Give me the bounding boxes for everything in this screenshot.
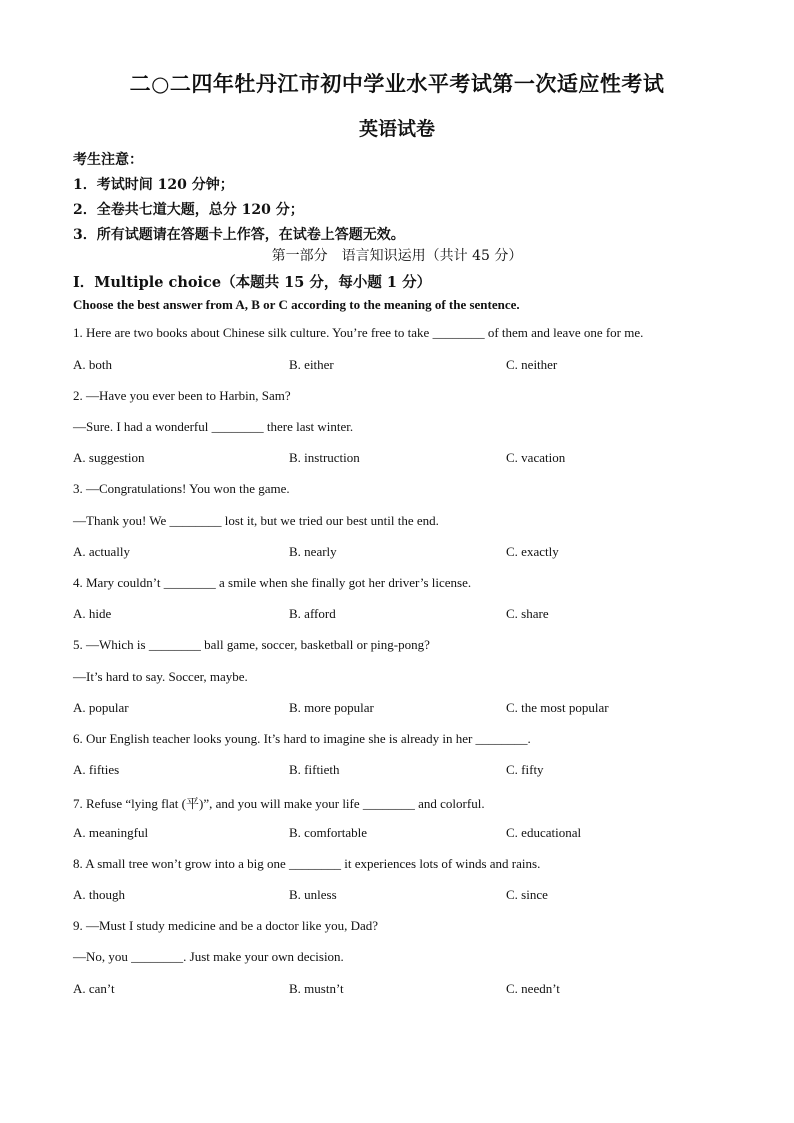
question-7-option-c[interactable]: C. educational — [506, 825, 582, 840]
exam-subtitle: 英语试卷 — [358, 118, 435, 140]
question-7-option-b[interactable]: B. comfortable — [289, 825, 367, 840]
question-7-option-a[interactable]: A. meaningful — [73, 825, 149, 840]
question-1-option-b[interactable]: B. either — [289, 357, 334, 372]
notice-item-1: 1．考试时间 120 分钟； — [73, 177, 234, 193]
question-5-option-c[interactable]: C. the most popular — [506, 700, 609, 715]
question-6-stem: 6. Our English teacher looks young. It’s hard to imagine she is already in her ________. — [73, 731, 531, 746]
question-5-option-b[interactable]: B. more popular — [289, 700, 374, 715]
question-2-option-c[interactable]: C. vacation — [506, 450, 566, 465]
question-3-dialogue: —Thank you! We ________ lost it, but we tried our best until the end. — [73, 513, 439, 528]
question-9-option-c[interactable]: C. needn’t — [506, 981, 560, 996]
question-3-option-a[interactable]: A. actually — [73, 544, 131, 559]
question-8-option-c[interactable]: C. since — [506, 887, 548, 902]
question-1-stem: 1. Here are two books about Chinese silk culture. You’re free to take ________ of them and leave one for me. — [73, 325, 644, 340]
question-5-dialogue: —It’s hard to say. Soccer, maybe. — [73, 669, 248, 684]
question-8-option-a[interactable]: A. though — [73, 887, 125, 902]
question-4-stem: 4. Mary couldn’t ________ a smile when she finally got her driver’s license. — [73, 575, 472, 590]
question-1-option-a[interactable]: A. both — [73, 357, 112, 372]
section-title: 第一部分 语言知识运用（共计 45 分） — [271, 248, 523, 264]
question-9-dialogue: —No, you ________. Just make your own decision. — [73, 949, 344, 964]
question-4-option-b[interactable]: B. afford — [289, 606, 336, 621]
question-6-option-a[interactable]: A. fifties — [73, 762, 120, 777]
question-6-option-c[interactable]: C. fifty — [506, 762, 544, 777]
notice-heading: 考生注意： — [73, 152, 143, 168]
notice-item-3: 3．所有试题请在答题卡上作答，在试卷上答题无效。 — [73, 227, 405, 243]
question-4-option-c[interactable]: C. share — [506, 606, 549, 621]
notice-item-2: 2．全卷共七道大题，总分 120 分； — [73, 202, 304, 218]
question-5-option-a[interactable]: A. popular — [73, 700, 129, 715]
question-2-option-b[interactable]: B. instruction — [289, 450, 360, 465]
question-2-dialogue: —Sure. I had a wonderful ________ there last winter. — [73, 419, 354, 434]
question-7-stem: 7. Refuse “lying flat (平)”, and you will make your life ________ and colorful. — [73, 796, 485, 811]
question-3-option-c[interactable]: C. exactly — [506, 544, 559, 559]
question-9-option-a[interactable]: A. can’t — [73, 981, 115, 996]
exam-title: 二○二四年牡丹江市初中学业水平考试第一次适应性考试 — [129, 71, 665, 96]
question-3-stem: 3. —Congratulations! You won the game. — [73, 481, 290, 496]
question-5-stem: 5. —Which is ________ ball game, soccer, basketball or ping-pong? — [73, 637, 430, 652]
question-1-option-c[interactable]: C. neither — [506, 357, 558, 372]
question-9-stem: 9. —Must I study medicine and be a doctor like you, Dad? — [73, 918, 379, 933]
question-3-option-b[interactable]: B. nearly — [289, 544, 337, 559]
question-8-stem: 8. A small tree won’t grow into a big one ________ it experiences lots of winds and rains. — [73, 856, 541, 871]
question-9-option-b[interactable]: B. mustn’t — [289, 981, 344, 996]
question-2-option-a[interactable]: A. suggestion — [73, 450, 145, 465]
part-heading: Ⅰ．Multiple choice（本题共 15 分，每小题 1 分） — [73, 274, 432, 291]
question-2-stem: 2. —Have you ever been to Harbin, Sam? — [73, 388, 291, 403]
part-instruction: Choose the best answer from A, B or C according to the meaning of the sentence. — [73, 297, 520, 312]
question-6-option-b[interactable]: B. fiftieth — [289, 762, 340, 777]
question-8-option-b[interactable]: B. unless — [289, 887, 337, 902]
question-4-option-a[interactable]: A. hide — [73, 606, 112, 621]
